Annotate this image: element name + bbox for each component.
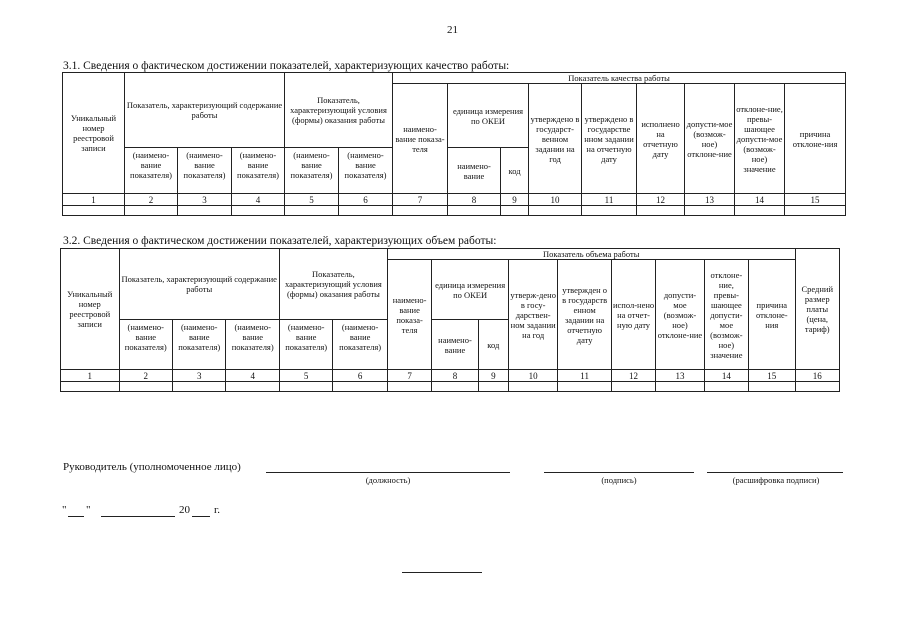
empty-cell[interactable]: [785, 206, 846, 216]
subheader-indicator-name: (наимено-вание показателя): [333, 320, 387, 370]
subheader-indicator-name: (наимено-вание показателя): [125, 148, 178, 194]
column-number: 10: [529, 194, 582, 206]
column-number: 4: [232, 194, 285, 206]
empty-cell[interactable]: [656, 382, 704, 392]
date-year-prefix: 20: [179, 504, 190, 516]
header-volume-indicator-group: Показатель объема работы: [387, 249, 795, 260]
column-number: 5: [279, 370, 332, 382]
date-day-line[interactable]: [68, 516, 84, 517]
date-year-suffix: г.: [214, 504, 221, 516]
empty-cell[interactable]: [704, 382, 748, 392]
empty-cell[interactable]: [432, 382, 478, 392]
subheader-indicator-name: (наимено-вание показателя): [339, 148, 393, 194]
date-month-line[interactable]: [101, 516, 175, 517]
header-exceeding-deviation: отклоне-ние, превы-шающее допусти-мое (возмож-ное) значение: [704, 260, 748, 370]
column-number: 1: [61, 370, 120, 382]
quality-table: [62, 72, 846, 216]
column-number: 7: [393, 194, 448, 206]
head-official-label: Руководитель (уполномоченное лицо): [63, 461, 241, 473]
empty-cell[interactable]: [333, 382, 387, 392]
column-number: 6: [339, 194, 393, 206]
column-number: 7: [387, 370, 431, 382]
empty-cell[interactable]: [795, 382, 839, 392]
section2-title: 3.2. Сведения о фактическом достижении показателей, характеризующих объем работы:: [63, 235, 497, 247]
header-approved-report-date: утверждено в государстве нном задании на отчетную дату: [582, 84, 637, 194]
column-number: 3: [172, 370, 225, 382]
header-work-content: Показатель, характеризующий содержание работы: [125, 73, 285, 148]
column-number: 8: [448, 194, 501, 206]
header-deviation-reason: причина отклоне-ния: [749, 260, 795, 370]
subheader-indicator-name: (наимено-вание показателя): [226, 320, 279, 370]
header-allowed-deviation: допусти-мое (возмож-ное) отклоне-ние: [685, 84, 735, 194]
column-number: 11: [558, 370, 611, 382]
empty-cell[interactable]: [582, 206, 637, 216]
subheader-indicator-name: (наимено-вание показателя): [172, 320, 225, 370]
footer-separator: [402, 572, 482, 573]
section1-title: 3.1. Сведения о фактическом достижении показателей, характеризующих качество работы:: [63, 60, 510, 72]
header-average-price: Средний размер платы (цена, тариф): [795, 249, 839, 370]
subheader-indicator-name: (наимено-вание показателя): [285, 148, 339, 194]
volume-table: [60, 248, 840, 392]
header-executed: исполнено на отчетную дату: [637, 84, 685, 194]
column-number: 14: [735, 194, 785, 206]
column-number: 4: [226, 370, 279, 382]
empty-cell[interactable]: [387, 382, 431, 392]
empty-cell[interactable]: [508, 382, 557, 392]
header-quality-indicator-group: Показатель качества работы: [393, 73, 846, 84]
empty-cell[interactable]: [178, 206, 232, 216]
column-number: 2: [119, 370, 172, 382]
column-number: 16: [795, 370, 839, 382]
header-indicator-name: наимено-вание показа-теля: [393, 84, 448, 194]
empty-cell[interactable]: [285, 206, 339, 216]
header-unique-record: Уникальный номер реестровой записи: [63, 73, 125, 194]
header-exceeding-deviation: отклоне-ние, превы-шающее допусти-мое (возмож-ное) значение: [735, 84, 785, 194]
column-number: 15: [749, 370, 795, 382]
header-work-conditions: Показатель, характеризующий условия (формы) оказания работы: [279, 249, 387, 320]
header-executed: испол-нено на отчет-ную дату: [611, 260, 655, 370]
column-number: 9: [478, 370, 508, 382]
empty-cell[interactable]: [637, 206, 685, 216]
empty-cell[interactable]: [61, 382, 120, 392]
empty-cell[interactable]: [119, 382, 172, 392]
subheader-indicator-name: (наимено-вание показателя): [178, 148, 232, 194]
column-number: 10: [508, 370, 557, 382]
signature-decoding-line[interactable]: [707, 472, 843, 473]
column-number: 1: [63, 194, 125, 206]
subheader-indicator-name: (наимено-вание показателя): [232, 148, 285, 194]
header-indicator-name: наимено-вание показа-теля: [387, 260, 431, 370]
column-number: 9: [501, 194, 529, 206]
subheader-unit-name: наимено-вание: [432, 320, 478, 370]
empty-cell[interactable]: [611, 382, 655, 392]
empty-cell[interactable]: [478, 382, 508, 392]
column-number: 5: [285, 194, 339, 206]
column-number: 15: [785, 194, 846, 206]
column-number: 8: [432, 370, 478, 382]
column-number: 12: [611, 370, 655, 382]
column-number: 12: [637, 194, 685, 206]
date-close-quote: ": [86, 504, 91, 516]
empty-cell[interactable]: [226, 382, 279, 392]
column-number: 2: [125, 194, 178, 206]
column-number: 13: [656, 370, 704, 382]
subheader-unit-code: код: [478, 320, 508, 370]
subheader-unit-code: код: [501, 148, 529, 194]
empty-cell[interactable]: [172, 382, 225, 392]
date-open-quote: ": [62, 504, 67, 516]
signature-decoding-caption: (расшифровка подписи): [732, 475, 820, 485]
header-unit-okei: единица измерения по ОКЕИ: [432, 260, 509, 320]
empty-cell[interactable]: [393, 206, 448, 216]
empty-cell[interactable]: [232, 206, 285, 216]
table-row: [61, 382, 840, 392]
date-year-line[interactable]: [192, 516, 210, 517]
subheader-unit-name: наимено-вание: [448, 148, 501, 194]
empty-cell[interactable]: [685, 206, 735, 216]
header-allowed-deviation: допусти-мое (возмож-ное) отклоне-ние: [656, 260, 704, 370]
column-number: 6: [333, 370, 387, 382]
subheader-indicator-name: (наимено-вание показателя): [119, 320, 172, 370]
signature-line[interactable]: [544, 472, 694, 473]
empty-cell[interactable]: [448, 206, 501, 216]
empty-cell[interactable]: [749, 382, 795, 392]
header-unit-okei: единица измерения по ОКЕИ: [448, 84, 529, 148]
header-approved-year: утверждено в государст-венном задании на год: [529, 84, 582, 194]
table-row: [63, 206, 846, 216]
column-number: 11: [582, 194, 637, 206]
header-approved-report-date: утвержден о в государств енном задании на отчетную дату: [558, 260, 611, 370]
header-approved-year: утверж-дено в госу-дарствен-ном задании на год: [508, 260, 557, 370]
empty-cell[interactable]: [529, 206, 582, 216]
subheader-indicator-name: (наимено-вание показателя): [279, 320, 332, 370]
signature-caption: (подпись): [601, 475, 637, 485]
column-number: 13: [685, 194, 735, 206]
header-work-content: Показатель, характеризующий содержание работы: [119, 249, 279, 320]
empty-cell[interactable]: [279, 382, 332, 392]
column-number: 14: [704, 370, 748, 382]
header-deviation-reason: причина отклоне-ния: [785, 84, 846, 194]
position-caption: (должность): [365, 475, 411, 485]
empty-cell[interactable]: [558, 382, 611, 392]
empty-cell[interactable]: [735, 206, 785, 216]
empty-cell[interactable]: [63, 206, 125, 216]
page-number: 21: [447, 24, 458, 36]
header-work-conditions: Показатель, характеризующий условия (формы) оказания работы: [285, 73, 393, 148]
header-unique-record: Уникальный номер реестровой записи: [61, 249, 120, 370]
column-number: 3: [178, 194, 232, 206]
empty-cell[interactable]: [339, 206, 393, 216]
position-signature-line[interactable]: [266, 472, 510, 473]
empty-cell[interactable]: [501, 206, 529, 216]
empty-cell[interactable]: [125, 206, 178, 216]
